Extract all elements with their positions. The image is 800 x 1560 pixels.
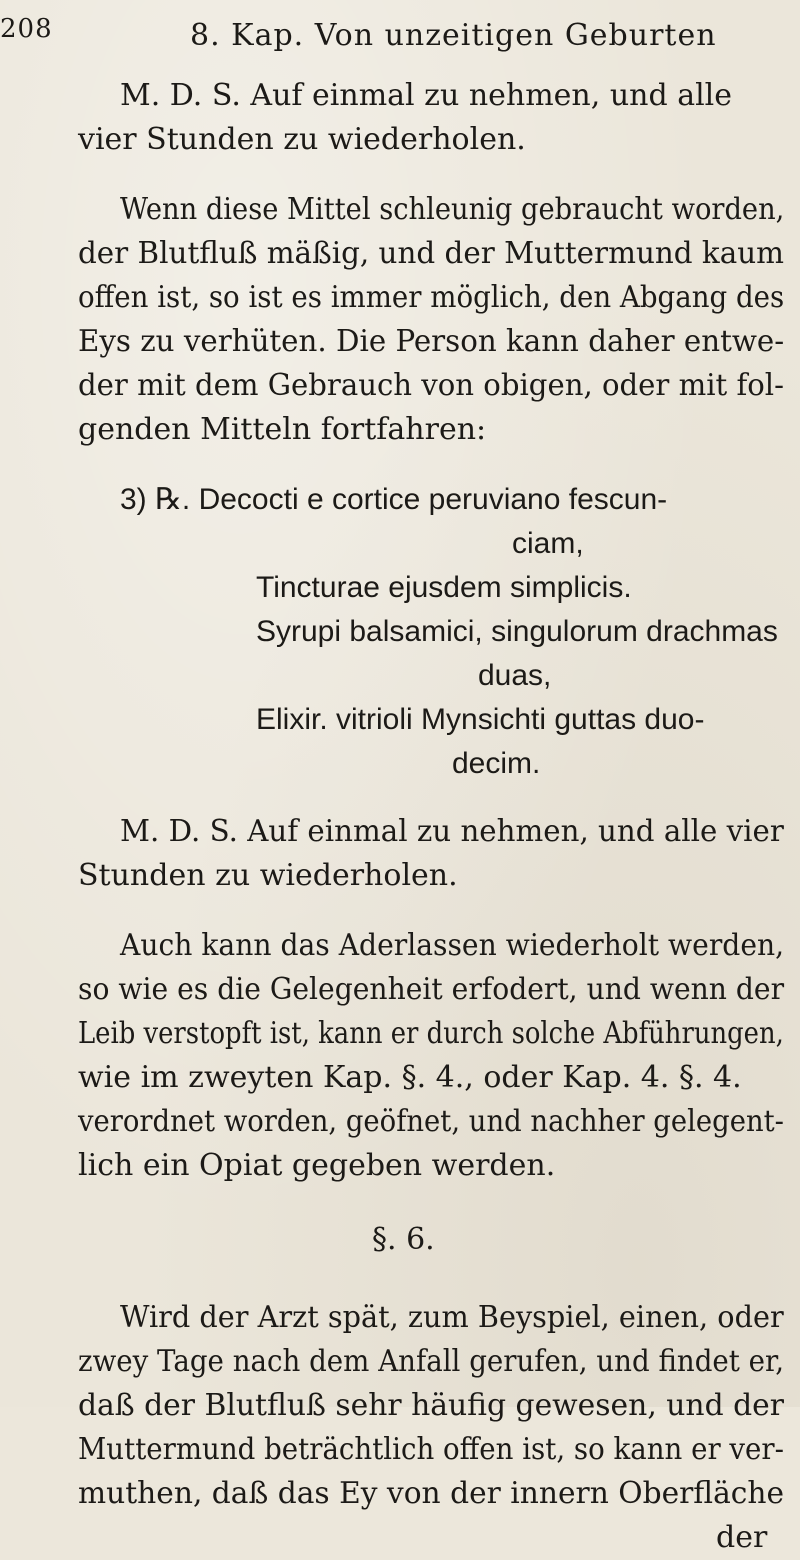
recipe-line: Elixir. vitrioli Mynsichti guttas duo- [256, 703, 705, 736]
recipe-line: Syrupi balsamici, singulorum drachmas [256, 615, 778, 648]
text-line: der Blutfluß mäßig, und der Muttermund kaum [78, 236, 784, 271]
recipe-line: duas, [478, 659, 552, 692]
text-line: daß der Blutfluß sehr häufig gewesen, und der [78, 1388, 784, 1423]
text-line: der mit dem Gebrauch von obigen, oder mit fol- [78, 368, 784, 403]
text-line: muthen, daß das Ey von der innern Oberfläche [78, 1476, 785, 1511]
text-line: lich ein Opiat gegeben werden. [78, 1148, 556, 1183]
text-line: Wird der Arzt spät, zum Beyspiel, einen, oder [120, 1300, 784, 1335]
recipe-line: 3) ℞. Decocti e cortice peruviano fescun- [120, 483, 668, 516]
page-number: 208 [0, 14, 53, 44]
text-line: Auch kann das Aderlassen wiederholt werden, [120, 928, 785, 963]
text-line: vier Stunden zu wiederholen. [78, 122, 526, 157]
text-line: Eys zu verhüten. Die Person kann daher entwe- [78, 324, 785, 359]
text-line: der [716, 1520, 768, 1555]
text-line: M. D. S. Auf einmal zu nehmen, und alle vier [120, 814, 784, 849]
text-line: genden Mitteln fortfahren: [78, 412, 487, 447]
text-line: Muttermund beträchtlich offen ist, so kann er ver- [78, 1432, 784, 1467]
text-line: Wenn diese Mittel schleunig gebraucht worden, [120, 192, 785, 227]
recipe-line: decim. [452, 747, 541, 780]
text-line: verordnet worden, geöfnet, und nachher gelegent- [78, 1104, 784, 1139]
text-line: Stunden zu wiederholen. [78, 858, 458, 893]
text-line: offen ist, so ist es immer möglich, den Abgang des [78, 280, 785, 315]
recipe-line: ciam, [512, 527, 584, 560]
text-line: Leib verstopft ist, kann er durch solche Abführungen, [78, 1016, 784, 1051]
chapter-title: 8. Kap. Von unzeitigen Geburten [190, 18, 717, 53]
recipe-line: Tincturae ejusdem simplicis. [256, 571, 632, 604]
text-line: M. D. S. Auf einmal zu nehmen, und alle [120, 78, 733, 113]
section-heading: §. 6. [372, 1222, 435, 1257]
running-head [0, 14, 717, 53]
text-line: zwey Tage nach dem Anfall gerufen, und findet er, [78, 1344, 785, 1379]
text-line: wie im zweyten Kap. §. 4., oder Kap. 4. §. 4. [78, 1060, 742, 1095]
text-line: so wie es die Gelegenheit erfodert, und wenn der [78, 972, 785, 1007]
